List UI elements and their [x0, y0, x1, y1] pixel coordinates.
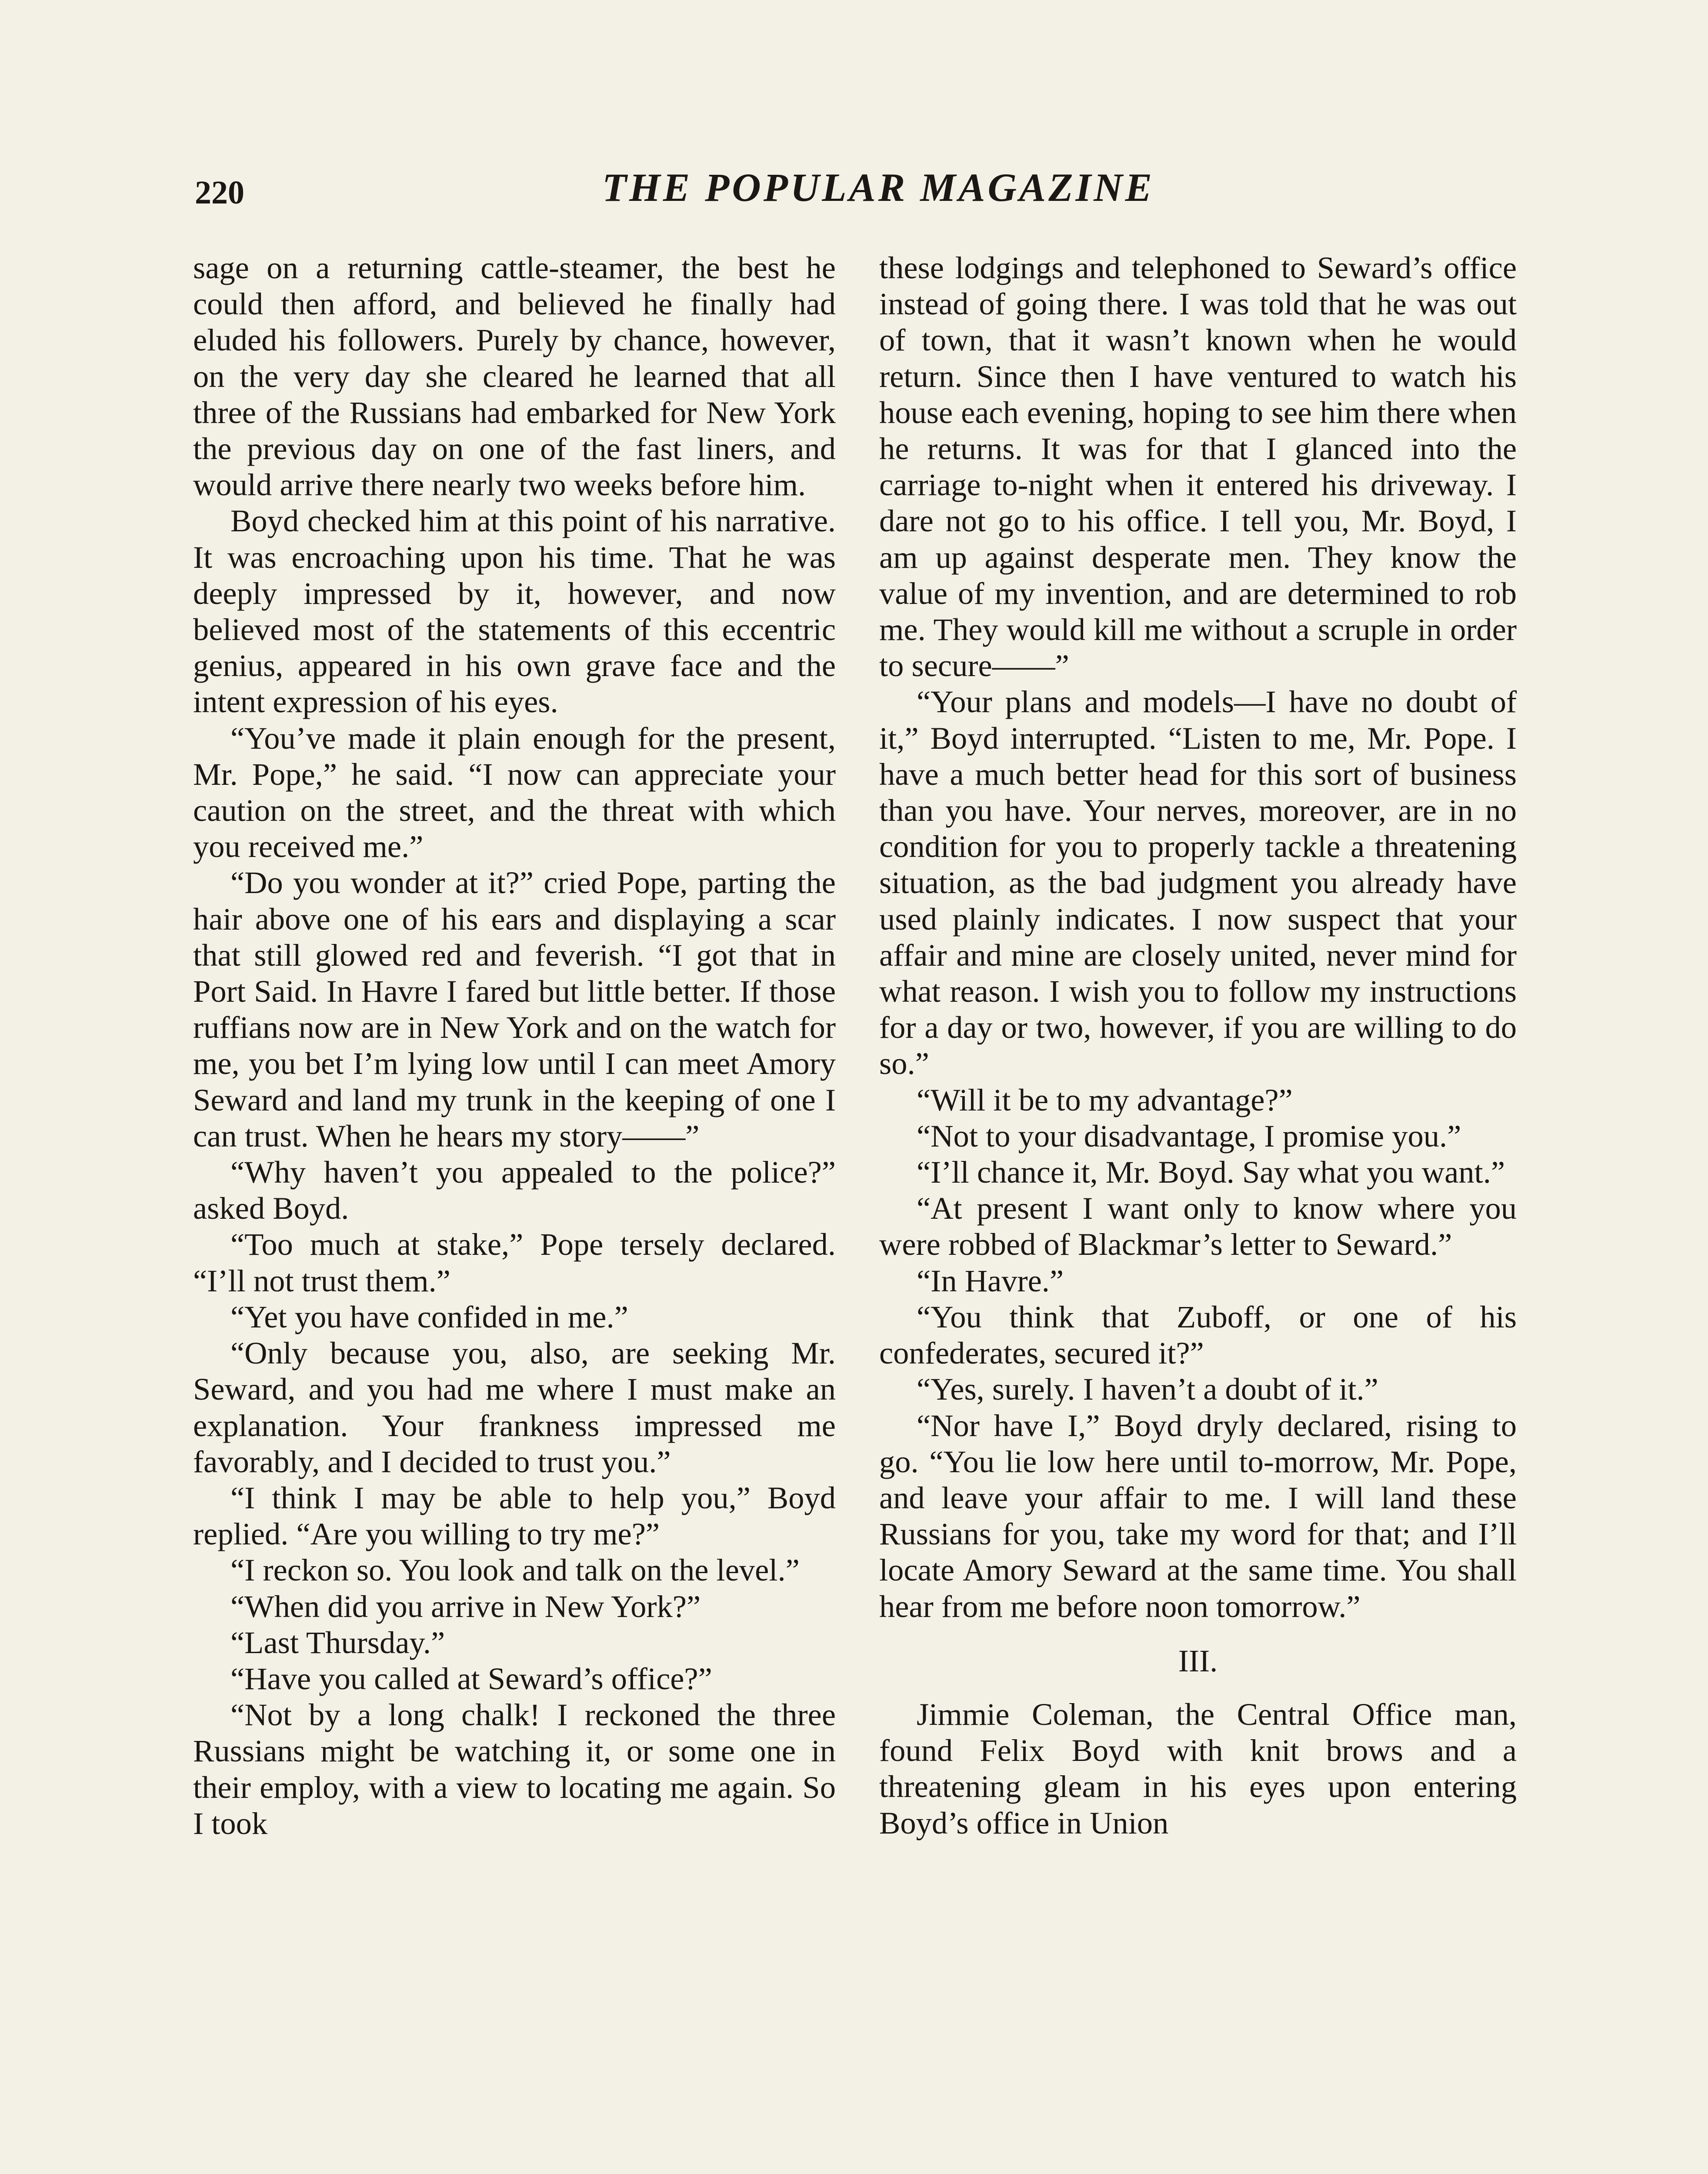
paragraph: sage on a returning cattle-steamer, the best he could then afford, and believed he finally had eluded his followers. Purely by chance, however, on the very day she cleared he learned that all three of the Russians had embarked for New York the previous day on one of the fast liners, and would arrive there nearly two weeks before him. — [193, 250, 836, 503]
paragraph: “You think that Zuboff, or one of his confederates, secured it?” — [879, 1299, 1517, 1371]
running-head-title: THE POPULAR MAGAZINE — [602, 165, 1155, 210]
paragraph: “Yes, surely. I haven’t a doubt of it.” — [917, 1371, 1378, 1407]
paragraph: “In Havre.” — [917, 1263, 1064, 1298]
paragraph: “Only because you, also, are seeking Mr. Seward, and you had me where I must make an explanation. Your frankness impressed me favorably, and I decided to trust you.” — [193, 1335, 836, 1479]
paragraph: “Nor have I,” Boyd dryly declared, rising to go. “You lie low here until to-morrow, Mr. Pope, and leave your affair to me. I will land these Russians for you, take my word for that; and I’ll locate Amory Seward at the same time. You shall hear from me before noon tomorrow.” — [879, 1407, 1517, 1624]
paragraph: Jimmie Coleman, the Central Office man, found Felix Boyd with knit brows and a threatening gleam in his eyes upon entering Boyd’s office in Union — [879, 1696, 1517, 1841]
paragraph: “Do you wonder at it?” cried Pope, parting the hair above one of his ears and displaying a scar that still glowed red and feverish. “I got that in Port Said. In Havre I fared but little better. If those ruffians now are in New York and on the watch for me, you bet I’m lying low until I can meet Amory Seward and land my trunk in the keeping of one I can trust. When he hears my story——” — [193, 865, 836, 1154]
paragraph: “Your plans and models—I have no doubt of it,” Boyd interrupted. “Listen to me, Mr. Pope. I have a much better head for this sort of business than you have. Your nerves, moreover, are in no condition for you to properly tackle a threatening situation, as the bad judgment you already have used plainly indicates. I now suspect that your affair and mine are closely united, never mind for what reason. I wish you to follow my instructions for a day or two, however, if you are willing to do so.” — [879, 684, 1517, 1081]
paragraph: “You’ve made it plain enough for the present, Mr. Pope,” he said. “I now can appreciate your caution on the street, and the threat with which you received me.” — [193, 720, 836, 864]
paragraph: “Too much at stake,” Pope tersely declared. “I’ll not trust them.” — [193, 1227, 836, 1298]
text-column-right — [879, 250, 1517, 1841]
paragraph: “Have you called at Seward’s office?” — [230, 1661, 712, 1696]
paragraph: “I’ll chance it, Mr. Boyd. Say what you want.” — [917, 1154, 1505, 1190]
paragraph: “Will it be to my advantage?” — [917, 1082, 1293, 1117]
section-heading: III. — [1178, 1643, 1218, 1678]
paragraph: “Last Thursday.” — [230, 1624, 445, 1660]
page-number: 220 — [195, 174, 244, 211]
paragraph: “At present I want only to know where you were robbed of Blackmar’s letter to Seward.” — [879, 1190, 1517, 1262]
paragraph: Boyd checked him at this point of his narrative. It was encroaching upon his time. That he was deeply impressed by it, however, and now believed most of the statements of this eccentric genius, appeared in his own grave face and the intent expression of his eyes. — [193, 503, 836, 720]
paragraph: “Not to your disadvantage, I promise you.” — [917, 1118, 1461, 1154]
paragraph: “Yet you have confided in me.” — [230, 1299, 628, 1334]
paragraph: “Why haven’t you appealed to the police?” asked Boyd. — [193, 1154, 836, 1226]
text-column-left — [193, 250, 836, 1841]
paragraph: “When did you arrive in New York?” — [230, 1588, 701, 1624]
paragraph: these lodgings and telephoned to Seward’s office instead of going there. I was told that he was out of town, that it wasn’t known when he would return. Since then I have ventured to watch his house each evening, hoping to see him there when he returns. It was for that I glanced into the carriage to-night when it entered his driveway. I dare not go to his office. I tell you, Mr. Boyd, I am up against desperate men. They know the value of my invention, and are determined to rob me. They would kill me without a scruple in order to secure——” — [879, 250, 1517, 684]
paragraph: “I reckon so. You look and talk on the level.” — [230, 1552, 800, 1588]
paragraph: “I think I may be able to help you,” Boyd replied. “Are you willing to try me?” — [193, 1480, 836, 1552]
paragraph: “Not by a long chalk! I reckoned the three Russians might be watching it, or some one in their employ, with a view to locating me again. So I took — [193, 1697, 836, 1841]
